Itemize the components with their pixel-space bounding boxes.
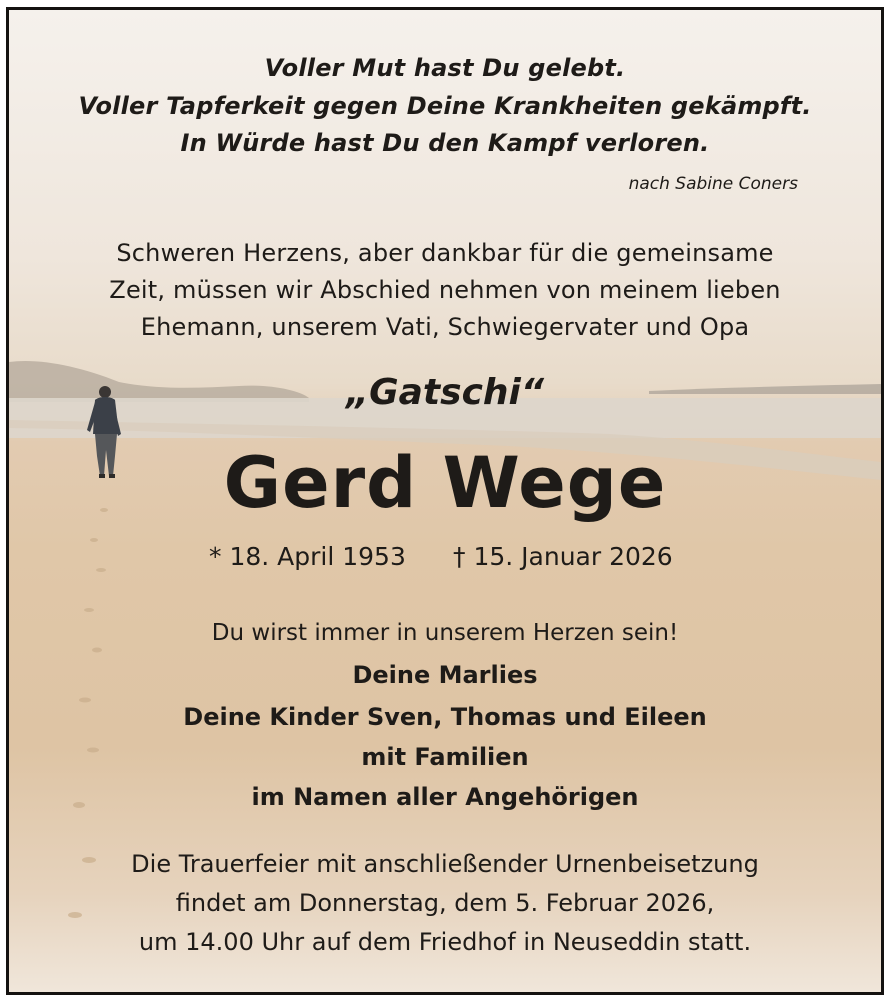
motto-line-1: Voller Mut hast Du gelebt.	[264, 54, 626, 82]
deceased-nickname: „Gatschi“	[345, 372, 545, 413]
signature-line: im Namen aller Angehörigen	[251, 783, 639, 811]
motto-line-2: Voller Tapferkeit gegen Deine Krankheiten gekämpft.	[78, 92, 812, 120]
motto-line-3: In Würde hast Du den Kampf verloren.	[180, 129, 710, 157]
intro-line-1: Schweren Herzens, aber dankbar für die gemeinsame	[116, 239, 774, 267]
deceased-name: Gerd Wege	[223, 442, 667, 524]
obituary-card	[6, 7, 884, 995]
death-date: † 15. Januar 2026	[453, 542, 673, 571]
intro-line-3: Ehemann, unserem Vati, Schwiegervater und Opa	[140, 313, 750, 341]
signature-line: Deine Kinder Sven, Thomas und Eileen	[183, 703, 707, 731]
signature-line: Deine Marlies	[352, 661, 538, 689]
motto-author: nach Sabine Coners	[628, 174, 798, 194]
intro-line-2: Zeit, müssen wir Abschied nehmen von meinem lieben	[109, 276, 781, 304]
service-info-line-3: um 14.00 Uhr auf dem Friedhof in Neuseddin statt.	[138, 928, 752, 956]
service-info-line-2: findet am Donnerstag, dem 5. Februar 2026,	[175, 889, 715, 917]
farewell-message: Du wirst immer in unserem Herzen sein!	[211, 620, 679, 646]
text-content	[9, 10, 881, 992]
service-info-line-1: Die Trauerfeier mit anschließender Urnenbeisetzung	[131, 850, 759, 878]
birth-date: * 18. April 1953	[209, 542, 406, 571]
signature-line: mit Familien	[361, 743, 529, 771]
